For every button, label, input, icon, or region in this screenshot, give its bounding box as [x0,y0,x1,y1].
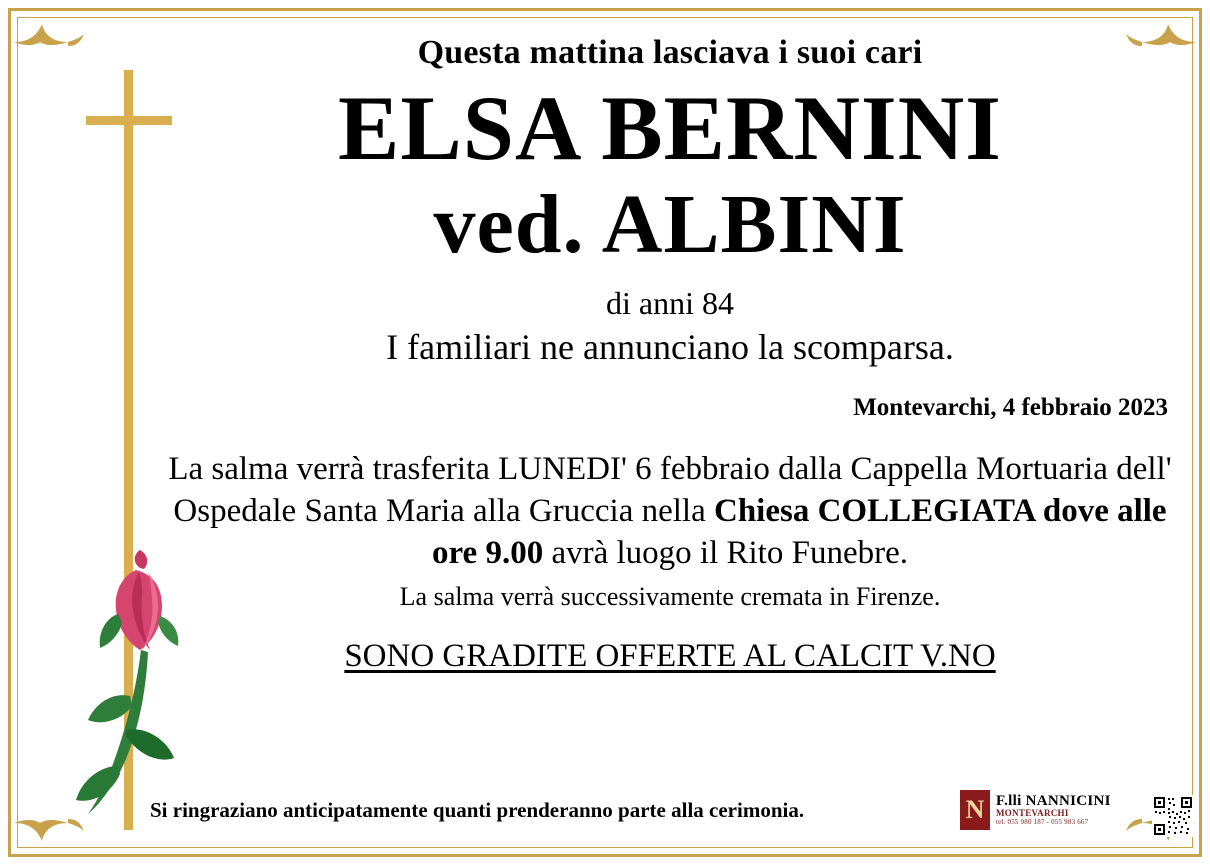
cremation-note: La salma verrà successivamente cremata in Firenze. [399,582,941,612]
service-text-part2: avrà luogo il Rito Funebre. [543,535,908,572]
funeral-agency-logo [960,779,1150,841]
service-details [160,448,1180,575]
agency-monogram-icon: N [960,790,990,830]
service-text-part1: La salma verrà trasferita LUNEDI' 6 febbraio dalla Cappella Mortuaria dell' Ospedale Santa Maria alla Gruccia nella [168,450,1172,530]
place-and-date: Montevarchi, 4 febbraio 2023 [853,393,1168,421]
deceased-name: ELSA BERNINI [338,77,1002,179]
service-text-highlight: Chiesa COLLEGIATA dove alle ore 9.00 [432,493,1167,572]
deceased-name-secondary: ved. ALBINI [433,177,907,271]
notice-text [160,34,1180,675]
agency-name: F.lli NANNICINI [996,792,1111,809]
announcement-line: I familiari ne annunciano la scomparsa. [386,326,954,367]
agency-city: MONTEVARCHI [996,808,1069,819]
donations-note: SONO GRADITE OFFERTE AL CALCIT V.NO [344,638,996,675]
agency-phone: tel. 055 980 187 - 055 983 667 [996,817,1089,826]
age-line: di anni 84 [606,284,734,321]
corner-flourish-icon [12,12,86,56]
thanks-note: Si ringraziano anticipatamente quanti prenderanno parte alla cerimonia. [150,798,805,822]
qr-code-icon [1152,795,1194,837]
intro-line: Questa mattina lasciava i suoi cari [417,34,923,71]
